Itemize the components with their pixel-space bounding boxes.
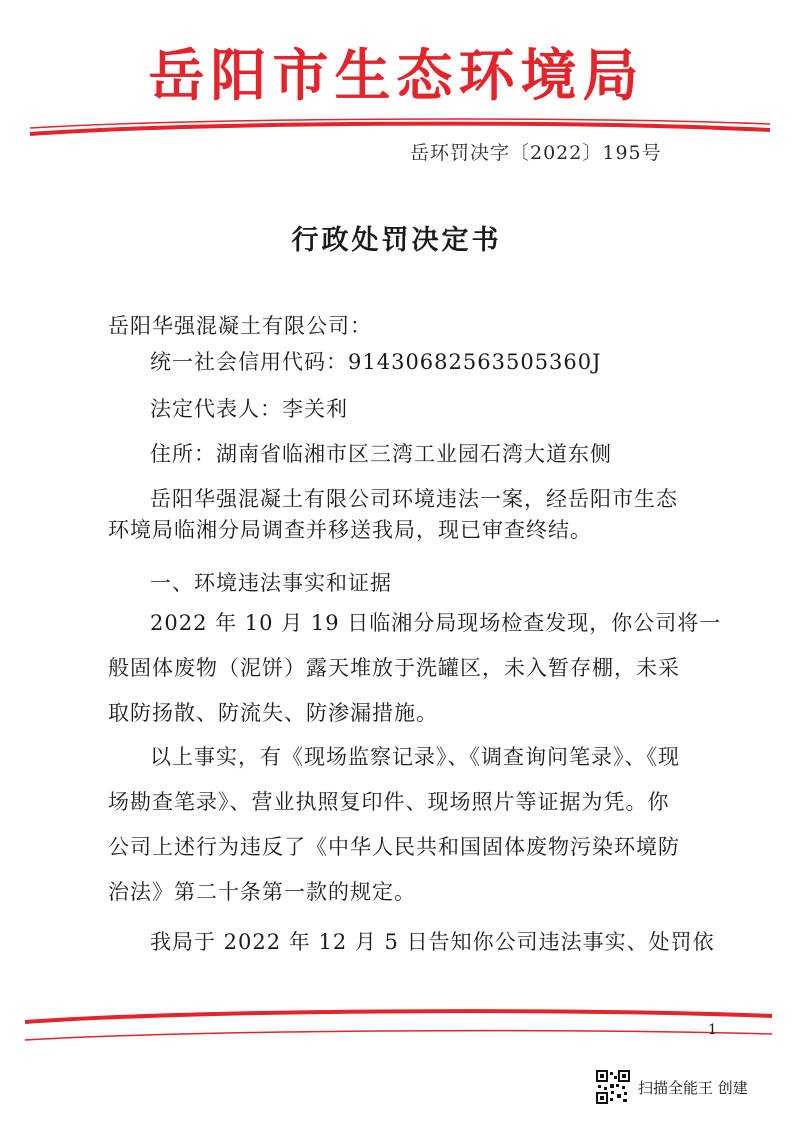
section-heading: 一、环境违法事实和证据 <box>150 571 392 595</box>
footer-rule-thick <box>25 1011 772 1022</box>
footer-rule-thin <box>25 1031 772 1040</box>
evidence-line: 以上事实，有《现场监察记录》、《调查询问笔录》、《现 <box>150 745 680 769</box>
scanner-watermark <box>596 1070 748 1104</box>
evidence-line: 治法》第二十条第一款的规定。 <box>108 880 416 904</box>
party-name: 岳阳华强混凝土有限公司： <box>108 314 372 338</box>
facts-line: 取防扬散、防流失、防渗漏措施。 <box>108 701 438 725</box>
intro-line: 环境局临湘分局调查并移送我局，现已审查终结。 <box>108 518 592 542</box>
qr-code-icon <box>596 1070 630 1104</box>
page-number: 1 <box>708 1022 717 1038</box>
header-red-rule <box>0 118 793 142</box>
header-rule-thick <box>30 124 770 134</box>
document-title: 行政处罚决定书 <box>291 225 502 256</box>
notice-line: 我局于 2022 年 12 月 5 日告知你公司违法事实、处罚依 <box>150 930 715 954</box>
legal-representative: 法定代表人：李关利 <box>150 397 348 421</box>
intro-line: 岳阳华强混凝土有限公司环境违法一案，经岳阳市生态 <box>150 487 678 511</box>
facts-line: 2022 年 10 月 19 日临湘分局现场检查发现，你公司将一 <box>150 611 722 635</box>
facts-line: 般固体废物（泥饼）露天堆放于洗罐区，未入暂存棚，未采 <box>108 656 680 680</box>
footer-red-rule <box>0 1008 793 1044</box>
scanner-label: 扫描全能王 创建 <box>638 1078 748 1097</box>
credit-code: 统一社会信用代码：91430682563505360J <box>150 350 602 374</box>
document-number: 岳环罚决字〔2022〕195号 <box>410 142 662 164</box>
issuer-heading: 岳阳市生态环境局 <box>148 43 645 109</box>
evidence-line: 场勘查笔录》、营业执照复印件、现场照片等证据为凭。你 <box>108 790 670 814</box>
evidence-line: 公司上述行为违反了《中华人民共和国固体废物污染环境防 <box>108 835 680 859</box>
address: 住所：湖南省临湘市区三湾工业园石湾大道东侧 <box>150 442 612 466</box>
